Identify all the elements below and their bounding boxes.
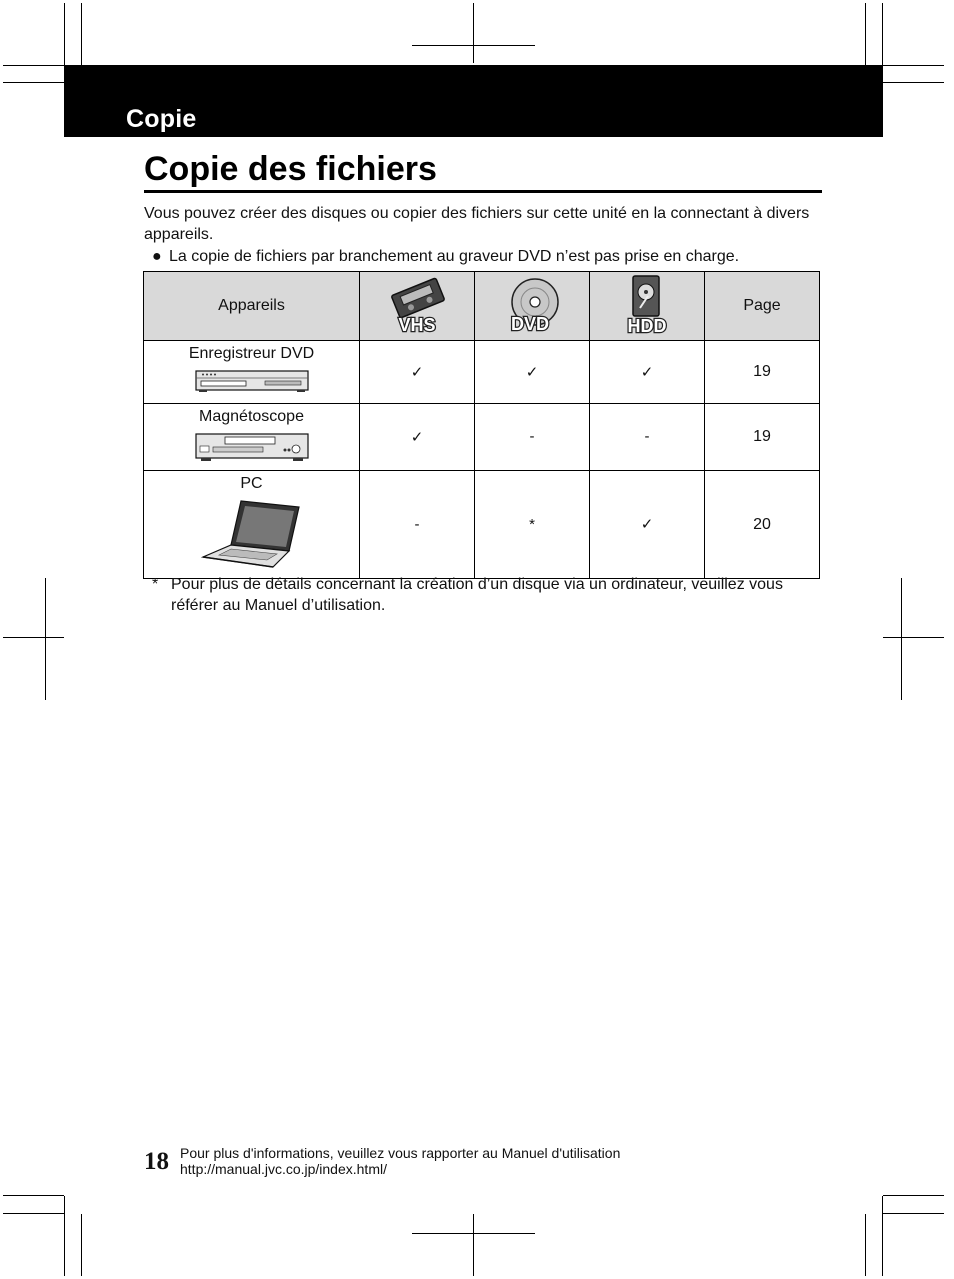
footer-info xyxy=(180,1145,620,1177)
footnote-text: Pour plus de détails concernant la création d’un disque via un ordinateur, veuillez vous référer au Manuel d’utilisation. xyxy=(171,576,783,614)
hdd-cell xyxy=(590,341,705,404)
dvd-recorder-icon xyxy=(195,369,309,393)
compat-mark: - xyxy=(529,428,535,445)
intro-paragraph: Vous pouvez créer des disques ou copier des fichiers sur cette unité en la connectant à divers appareils. xyxy=(144,205,810,243)
dvd-disc-icon xyxy=(501,276,563,336)
hdd-label: HDD xyxy=(627,316,667,336)
compat-mark: ✓ xyxy=(640,363,654,381)
hdd-icon xyxy=(616,274,678,338)
vcr-icon xyxy=(195,432,309,462)
dvd-label: DVD xyxy=(510,314,550,334)
title-underline xyxy=(144,190,822,193)
hdd-cell xyxy=(590,404,705,471)
compat-mark: * xyxy=(529,515,535,533)
page-cell: 20 xyxy=(705,471,820,579)
vhs-tape-icon xyxy=(386,276,448,336)
laptop-icon xyxy=(201,499,303,569)
hdd-cell xyxy=(590,471,705,579)
bullet-text: La copie de fichiers par branchement au graveur DVD n’est pas prise en charge. xyxy=(169,248,740,265)
section-header-bar xyxy=(64,65,883,137)
device-name: PC xyxy=(240,475,263,492)
footnote xyxy=(152,574,812,616)
vhs-cell xyxy=(360,404,475,471)
page-cell: 19 xyxy=(705,404,820,471)
header-dvd xyxy=(475,272,590,341)
table-row xyxy=(144,404,820,471)
vhs-cell xyxy=(360,471,475,579)
page-title: Copie des fichiers xyxy=(144,150,437,188)
compat-mark: ✓ xyxy=(525,363,539,381)
footnote-marker: * xyxy=(152,576,159,593)
section-title: Copie xyxy=(126,105,197,133)
footer-info-line: Pour plus d'informations, veuillez vous rapporter au Manuel d'utilisation xyxy=(180,1145,621,1161)
dvd-cell xyxy=(475,341,590,404)
dvd-cell xyxy=(475,471,590,579)
table-row xyxy=(144,471,820,579)
bullet-icon: ● xyxy=(152,248,162,265)
vhs-cell xyxy=(360,341,475,404)
table-row xyxy=(144,341,820,404)
device-compatibility-table xyxy=(143,271,820,579)
compat-mark: ✓ xyxy=(410,363,424,381)
device-cell xyxy=(144,404,360,471)
header-vhs xyxy=(360,272,475,341)
compat-mark: - xyxy=(414,515,420,533)
header-page: Page xyxy=(705,272,820,341)
compat-mark: - xyxy=(644,428,650,445)
device-name: Magnétoscope xyxy=(199,408,304,425)
header-devices: Appareils xyxy=(144,272,360,341)
dvd-cell xyxy=(475,404,590,471)
device-name: Enregistreur DVD xyxy=(188,345,315,362)
table-header-row xyxy=(144,272,820,341)
header-hdd xyxy=(590,272,705,341)
page-cell: 19 xyxy=(705,341,820,404)
bullet-note xyxy=(152,246,739,267)
footer-url[interactable]: http://manual.jvc.co.jp/index.html/ xyxy=(180,1161,387,1177)
compat-mark: ✓ xyxy=(640,516,654,533)
page-number: 18 xyxy=(144,1148,169,1175)
compat-mark: ✓ xyxy=(410,428,424,446)
device-cell xyxy=(144,341,360,404)
vhs-label: VHS xyxy=(398,315,436,335)
device-cell xyxy=(144,471,360,579)
